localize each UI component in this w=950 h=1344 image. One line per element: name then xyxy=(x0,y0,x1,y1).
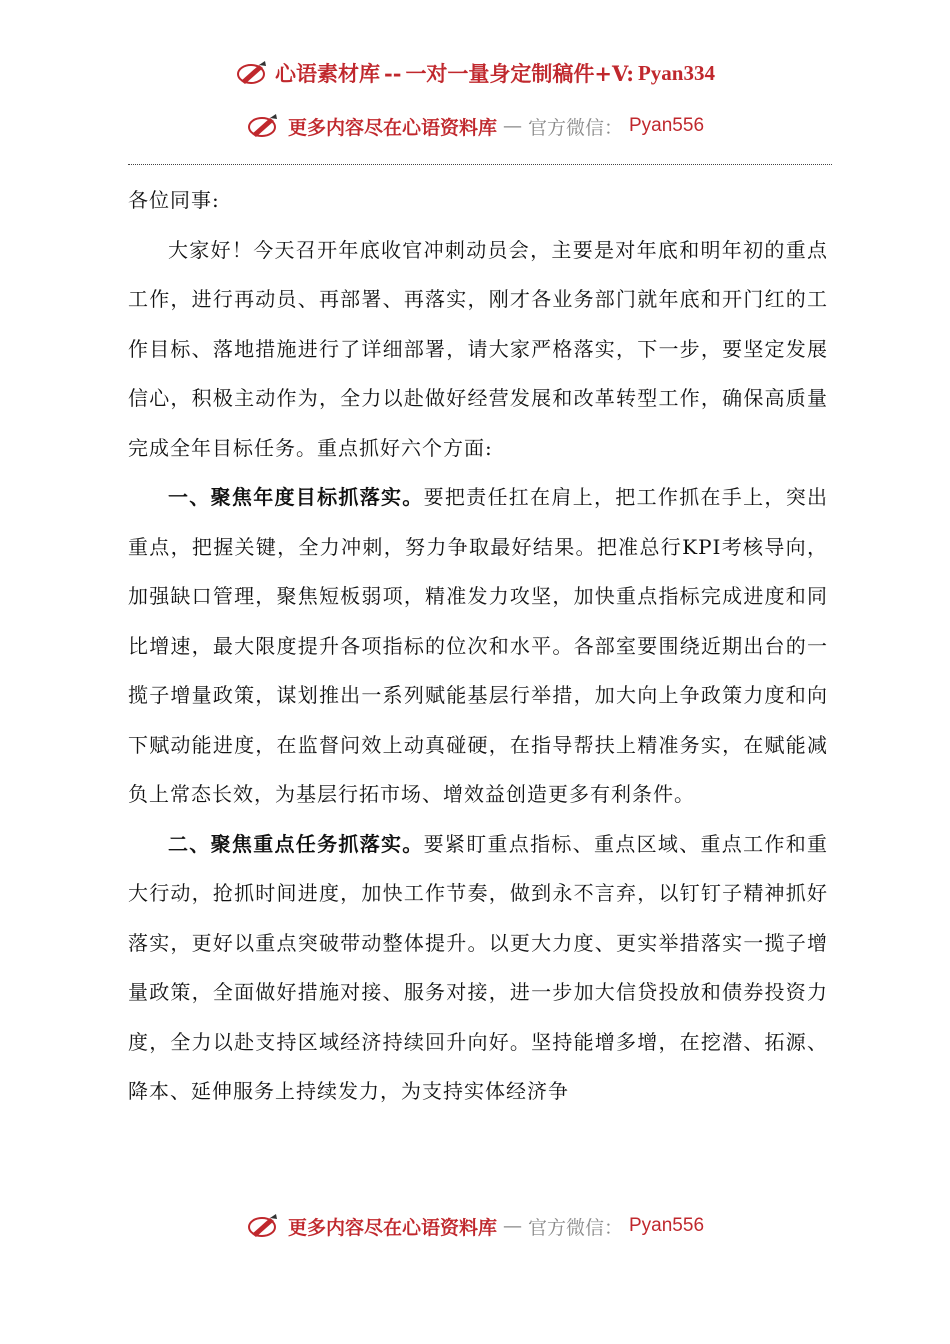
header-separator: -- xyxy=(384,60,402,86)
intro-paragraph: 大家好！今天召开年底收官冲刺动员会，主要是对年底和明年初的重点工作，进行再动员、再部署、再落实，刚才各业务部门就年底和开门红的工作目标、落地措施进行了详细部署，请大家严格落实，下一步，要坚定发展信心，积极主动作为，全力以赴做好经营发展和改革转型工作，确保高质量完成全年目标任务。重点抓好六个方面: xyxy=(128,237,828,460)
section-2-body: 要紧盯重点指标、重点区域、重点工作和重大行动，抢抓时间进度，加快工作节奏，做到永不言弃，以钉钉子精神抓好落实，更好以重点突破带动整体提升。以更大力度、更实举措落实一揽子增量政策，全面做好措施对接、服务对接，进一步加大信贷投放和债券投资力度，全力以赴支持区域经济持续回升向好。坚持能增多增，在挖潜、拓源、降本、延伸服务上持续发力，为支持实体经济争 xyxy=(128,831,829,1103)
top-promo-banner xyxy=(0,112,950,144)
promo-text: 更多内容尽在心语资料库 xyxy=(287,1216,497,1239)
promo-dash: — xyxy=(502,115,522,137)
bottom-promo-banner xyxy=(0,1212,950,1244)
header-tagline: 一对一量身定制稿件+V: xyxy=(405,61,634,86)
document-body xyxy=(128,176,828,1117)
section-1-paragraph xyxy=(128,473,828,820)
pen-logo-icon xyxy=(246,1212,282,1240)
pen-logo-icon xyxy=(235,59,271,87)
salutation: 各位同事: xyxy=(128,188,220,212)
wechat-label: 官方微信： xyxy=(527,1216,623,1239)
header-banner xyxy=(0,58,950,91)
pen-logo-icon xyxy=(246,112,282,140)
wechat-id: Pyan556 xyxy=(629,1215,705,1236)
header-contact-id: Pyan334 xyxy=(637,60,715,85)
wechat-id: Pyan556 xyxy=(629,115,705,136)
section-2-paragraph xyxy=(128,820,828,1117)
brand-name: 心语素材库 xyxy=(275,61,380,86)
promo-dash: — xyxy=(502,1215,522,1237)
section-1-heading: 一、聚焦年度目标抓落实。 xyxy=(168,485,424,509)
wechat-label: 官方微信： xyxy=(527,116,623,139)
header-line xyxy=(235,58,715,88)
promo-text: 更多内容尽在心语资料库 xyxy=(287,116,497,139)
section-1-body: 要把责任扛在肩上，把工作抓在手上，突出重点，把握关键，全力冲刺，努力争取最好结果。把准总行KPI考核导向，加强缺口管理，聚焦短板弱项，精准发力攻坚，加快重点指标完成进度和同比增速，最大限度提升各项指标的位次和水平。各部室要围绕近期出台的一揽子增量政策，谋划推出一系列赋能基层行举措，加大向上争政策力度和向下赋动能进度，在监督问效上动真碰硬，在指导帮扶上精准务实，在赋能减负上常态长效，为基层行拓市场、增效益创造更多有利条件。 xyxy=(128,485,829,806)
section-2-heading: 二、聚焦重点任务抓落实。 xyxy=(168,831,424,856)
header-divider xyxy=(128,164,832,165)
